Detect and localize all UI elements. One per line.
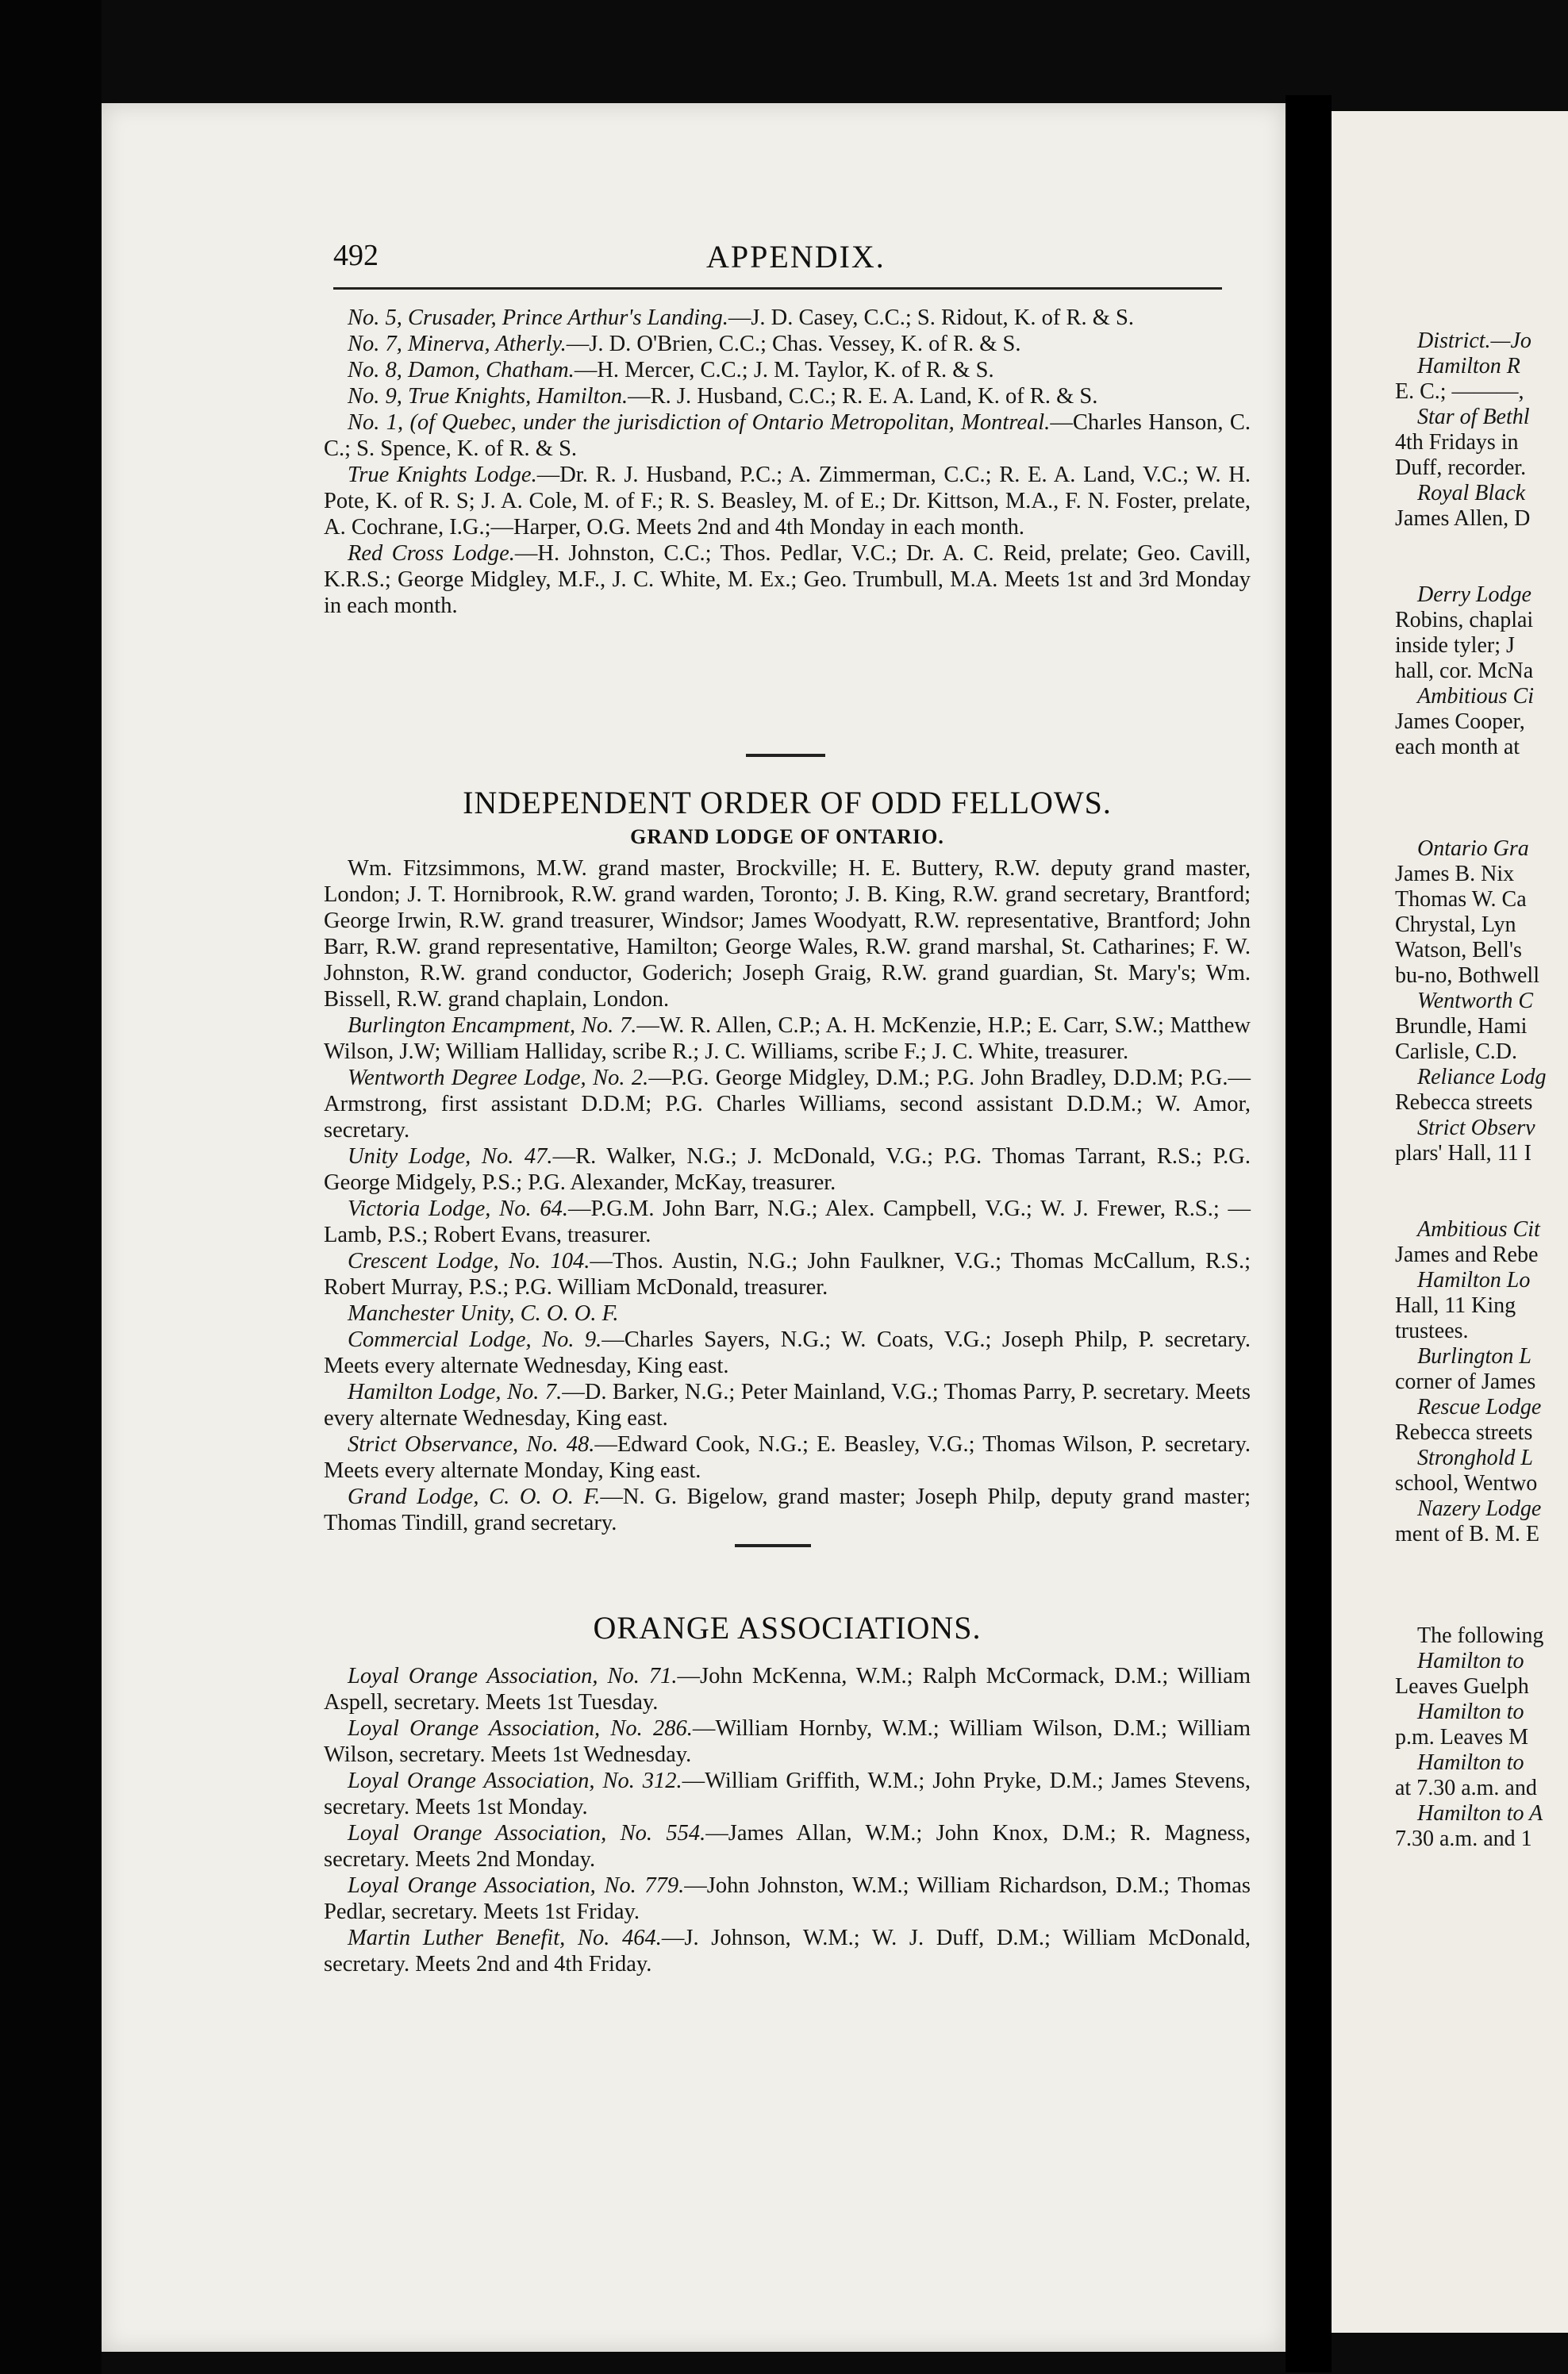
right-page-line: Hamilton to — [1417, 1700, 1524, 1724]
entry-paragraph — [324, 1768, 1251, 1820]
right-page-line: corner of James — [1395, 1369, 1536, 1394]
entry-text: —W. R. Allen, C.P.; A. H. McKenzie, H.P.; E. Carr, S.W.; Matthew Wilson, J.W; William Halliday, scribe R.; J. C. Williams, scribe F.; J. C. White, treasurer. — [324, 1013, 1251, 1064]
entry-text: —H. Mercer, C.C.; J. M. Taylor, K. of R. & S. — [574, 358, 994, 382]
page-number: 492 — [333, 239, 379, 272]
entry-text: —R. Walker, N.G.; J. McDonald, V.G.; P.G. Thomas Tarrant, R.S.; P.G. George Midgely, P.S.; P.G. Alexander, McKay, treasurer. — [324, 1144, 1251, 1195]
right-page-line: Chrystal, Lyn — [1395, 912, 1516, 937]
entry-name: No. 1, (of Quebec, under the jurisdiction of Ontario Metropolitan, Montreal. — [348, 410, 1051, 435]
entry-paragraph — [324, 1379, 1251, 1431]
oddfellows-title: INDEPENDENT ORDER OF ODD FELLOWS. — [463, 785, 1112, 820]
entry-name: Loyal Orange Association, No. 779. — [348, 1873, 685, 1898]
right-page-line: Ambitious Cit — [1417, 1217, 1540, 1242]
right-page-line: James Allen, D — [1395, 506, 1531, 531]
entry-paragraph — [324, 1663, 1251, 1715]
right-page-line: James and Rebe — [1395, 1243, 1539, 1267]
entry-paragraph — [324, 1248, 1251, 1300]
entry-text: —James Allan, W.M.; John Knox, D.M.; R. Magness, secretary. Meets 2nd Monday. — [324, 1821, 1251, 1872]
entry-name: No. 7, Minerva, Atherly. — [348, 332, 567, 356]
right-page-line: Rescue Lodge — [1417, 1395, 1542, 1419]
right-page-line: E. C.; ———, — [1395, 379, 1524, 404]
entry-name: Victoria Lodge, No. 64. — [348, 1197, 568, 1221]
right-page-line: Wentworth C — [1417, 989, 1533, 1013]
right-page-line: The following — [1417, 1623, 1544, 1648]
entry-text: —R. J. Husband, C.C.; R. E. A. Land, K. of R. & S. — [628, 384, 1098, 409]
entry-text: —Thos. Austin, N.G.; John Faulkner, V.G.; Thomas McCallum, R.S.; Robert Murray, P.S.; P.G. William McDonald, treasurer. — [324, 1249, 1251, 1300]
entry-paragraph — [324, 331, 1251, 357]
entry-paragraph — [324, 383, 1251, 409]
entry-paragraph — [324, 1327, 1251, 1379]
right-page-line — [1395, 786, 1568, 811]
right-page-line: Duff, recorder. — [1395, 455, 1527, 480]
right-page-line: Robins, chaplai — [1395, 608, 1534, 632]
entry-name: Strict Observance, No. 48. — [348, 1432, 595, 1457]
right-page-line — [1395, 1166, 1568, 1192]
entry-text: —Edward Cook, N.G.; E. Beasley, V.G.; Thomas Wilson, P. secretary. Meets every alternate Monday, King east. — [324, 1432, 1251, 1483]
header-rule — [333, 287, 1222, 290]
right-page-line: 4th Fridays in — [1395, 430, 1519, 455]
right-page-line: at 7.30 a.m. and — [1395, 1776, 1537, 1800]
entry-paragraph — [324, 1300, 1251, 1327]
entry-name: Commercial Lodge, No. 9. — [348, 1327, 602, 1352]
entry-text: Wm. Fitzsimmons, M.W. grand master, Brockville; H. E. Buttery, R.W. deputy grand master, London; J. T. Hornibrook, R.W. grand warden, Toronto; J. B. King, R.W. grand secretary, Brantford; George Irwin, R.W. grand treasurer, Windsor; James Woodyatt, R.W. representative, Brantford; John Barr, R.W. grand representative, Hamilton; George Wales, R.W. grand marshal, St. Catharines; F. W. Johnston, R.W. grand conductor, Goderich; Joseph Graig, R.W. grand guardian, St. Mary's; Wm. Bissell, R.W. grand chaplain, London. — [324, 856, 1251, 1012]
entry-text: —J. D. O'Brien, C.C.; Chas. Vessey, K. of R. & S. — [566, 332, 1021, 356]
entry-paragraph — [324, 540, 1251, 619]
entry-paragraph — [324, 855, 1251, 1012]
entry-paragraph — [324, 1715, 1251, 1768]
right-page-line — [1395, 557, 1568, 582]
right-page-line: Thomas W. Ca — [1395, 887, 1527, 912]
right-page-line: Derry Lodge — [1417, 582, 1531, 607]
entry-paragraph — [324, 462, 1251, 540]
right-page-line — [1395, 1192, 1568, 1217]
entry-name: No. 5, Crusader, Prince Arthur's Landing. — [348, 305, 728, 330]
oddfellows-subtitle: GRAND LODGE OF ONTARIO. — [630, 825, 944, 848]
entry-name: No. 9, True Knights, Hamilton. — [348, 384, 628, 409]
entry-paragraph — [324, 1012, 1251, 1065]
right-page-line: Rebecca streets — [1395, 1420, 1533, 1445]
book-gutter — [1286, 95, 1332, 2372]
entry-name: Martin Luther Benefit, No. 464. — [348, 1926, 662, 1950]
right-page-line: ment of B. M. E — [1395, 1522, 1539, 1546]
right-page-line: James B. Nix — [1395, 862, 1515, 886]
entry-text: —Dr. R. J. Husband, P.C.; A. Zimmerman, C.C.; R. E. A. Land, V.C.; W. H. Pote, K. of R. S; J. A. Cole, M. of F.; R. S. Beasley, M. of E.; Dr. Kittson, M.A., F. N. Foster, prelate, A. Cochrane, I.G.;—Harper, O.G. Meets 2nd and 4th Monday in each month. — [324, 463, 1251, 540]
entry-name: Manchester Unity, C. O. O. F. — [348, 1301, 619, 1326]
right-page-line: Royal Black — [1417, 481, 1526, 505]
right-page-line: Hamilton R — [1417, 354, 1520, 378]
entry-text: —John Johnston, W.M.; William Richardson, D.M.; Thomas Pedlar, secretary. Meets 1st Friday. — [324, 1873, 1251, 1924]
right-page-line: bu-no, Bothwell — [1395, 963, 1539, 988]
entry-name: Loyal Orange Association, No. 312. — [348, 1769, 682, 1793]
right-page-text — [1395, 328, 1568, 1852]
entry-name: Grand Lodge, C. O. O. F. — [348, 1485, 601, 1509]
section-divider — [746, 754, 825, 757]
orange-title: ORANGE ASSOCIATIONS. — [593, 1610, 982, 1646]
entry-paragraph — [324, 305, 1251, 331]
entry-paragraph — [324, 1820, 1251, 1873]
entry-paragraph — [324, 1484, 1251, 1536]
entry-name: Hamilton Lodge, No. 7. — [348, 1380, 563, 1404]
right-page-line: Leaves Guelph — [1395, 1674, 1529, 1699]
right-page-line: plars' Hall, 11 I — [1395, 1141, 1531, 1166]
right-page-line — [1395, 1573, 1568, 1598]
right-page-line: p.m. Leaves M — [1395, 1725, 1528, 1750]
entry-name: Crescent Lodge, No. 104. — [348, 1249, 590, 1273]
entry-name: True Knights Lodge. — [348, 463, 537, 487]
entry-text: —J. D. Casey, C.C.; S. Ridout, K. of R. & S. — [728, 305, 1135, 330]
book-edge-shadow — [0, 0, 102, 2374]
right-page-line — [1395, 811, 1568, 836]
entry-text: —N. G. Bigelow, grand master; Joseph Philp, deputy grand master; Thomas Tindill, grand secretary. — [324, 1485, 1251, 1535]
entry-text: —Charles Hanson, C. C.; S. Spence, K. of R. & S. — [324, 410, 1251, 461]
entry-text: —William Griffith, W.M.; John Pryke, D.M.; James Stevens, secretary. Meets 1st Monday. — [324, 1769, 1251, 1819]
right-page-line: Star of Bethl — [1417, 405, 1530, 429]
right-page-line: 7.30 a.m. and 1 — [1395, 1827, 1532, 1851]
entry-paragraph — [324, 1143, 1251, 1196]
entry-paragraph — [324, 1873, 1251, 1925]
right-page-line: hall, cor. McNa — [1395, 659, 1534, 683]
running-header — [333, 238, 1246, 286]
right-page-line: Hamilton Lo — [1417, 1268, 1531, 1293]
entry-paragraph — [324, 409, 1251, 462]
right-page-line: each month at — [1395, 735, 1520, 759]
entry-name: Unity Lodge, No. 47. — [348, 1144, 553, 1169]
entry-text: —J. Johnson, W.M.; W. J. Duff, D.M.; William McDonald, secretary. Meets 2nd and 4th Friday. — [324, 1926, 1251, 1976]
right-page-line: Rebecca streets — [1395, 1090, 1533, 1115]
entry-text: —Charles Sayers, N.G.; W. Coats, V.G.; Joseph Philp, P. secretary. Meets every alternate Wednesday, King east. — [324, 1327, 1251, 1378]
right-page-line: Reliance Lodg — [1417, 1065, 1547, 1089]
entry-text: —P.G.M. John Barr, N.G.; Alex. Campbell, V.G.; W. J. Frewer, R.S.; — Lamb, P.S.; Robert Evans, treasurer. — [324, 1197, 1251, 1247]
right-page-line: Hall, 11 King — [1395, 1293, 1516, 1318]
right-page-line: James Cooper, — [1395, 709, 1525, 734]
entry-name: No. 8, Damon, Chatham. — [348, 358, 575, 382]
right-page-line: Hamilton to — [1417, 1649, 1524, 1673]
entry-name: Wentworth Degree Lodge, No. 2. — [348, 1066, 649, 1090]
right-page-line — [1395, 1598, 1568, 1623]
right-page-line: Watson, Bell's — [1395, 938, 1522, 962]
entry-paragraph — [324, 1065, 1251, 1143]
entry-name: Loyal Orange Association, No. 286. — [348, 1716, 693, 1741]
right-page-line: Carlisle, C.D. — [1395, 1039, 1517, 1064]
entry-text: —H. Johnston, C.C.; Thos. Pedlar, V.C.; Dr. A. C. Reid, prelate; Geo. Cavill, K.R.S.; George Midgley, M.F., J. C. White, M. Ex.; Geo. Trumbull, M.A. Meets 1st and 3rd Monday in each month. — [324, 541, 1251, 618]
right-page-line: school, Wentwo — [1395, 1471, 1538, 1496]
section-divider — [735, 1544, 811, 1547]
right-page-line: inside tyler; J — [1395, 633, 1515, 658]
entry-paragraph — [324, 1431, 1251, 1484]
right-page-line — [1395, 1547, 1568, 1573]
entry-name: Loyal Orange Association, No. 71. — [348, 1664, 678, 1688]
right-page-line: Hamilton to A — [1417, 1801, 1543, 1826]
entry-name: Red Cross Lodge. — [348, 541, 515, 566]
right-page-line: District.—Jo — [1417, 328, 1531, 353]
entry-paragraph — [324, 357, 1251, 383]
right-page-line: Nazery Lodge — [1417, 1496, 1542, 1521]
right-page-line: Stronghold L — [1417, 1446, 1533, 1470]
entry-text: —William Hornby, W.M.; William Wilson, D.M.; William Wilson, secretary. Meets 1st Wednesday. — [324, 1716, 1251, 1767]
right-page-line: Hamilton to — [1417, 1750, 1524, 1775]
right-page-line: Burlington L — [1417, 1344, 1531, 1369]
running-head-title: APPENDIX. — [706, 239, 886, 275]
orange-section — [324, 1663, 1251, 1977]
knights-section — [324, 305, 1251, 619]
entry-text: —P.G. George Midgley, D.M.; P.G. John Bradley, D.D.M; P.G.—Armstrong, first assistant D.D.M; P.G. Charles Williams, second assistant D.D.M.; W. Amor, secretary. — [324, 1066, 1251, 1143]
entry-name: Loyal Orange Association, No. 554. — [348, 1821, 706, 1846]
right-page-line: Ambitious Ci — [1417, 684, 1535, 709]
right-page-line: Ontario Gra — [1417, 836, 1529, 861]
entry-text: —John McKenna, W.M.; Ralph McCormack, D.M.; William Aspell, secretary. Meets 1st Tuesday. — [324, 1664, 1251, 1715]
entry-text: —D. Barker, N.G.; Peter Mainland, V.G.; Thomas Parry, P. secretary. Meets every alternate Wednesday, King east. — [324, 1380, 1251, 1431]
entry-paragraph — [324, 1925, 1251, 1977]
right-page-line: Brundle, Hami — [1395, 1014, 1528, 1039]
entry-paragraph — [324, 1196, 1251, 1248]
right-page-line — [1395, 532, 1568, 557]
right-page-line: Strict Observ — [1417, 1116, 1535, 1140]
right-page-line: trustees. — [1395, 1319, 1469, 1343]
entry-name: Burlington Encampment, No. 7. — [348, 1013, 637, 1038]
oddfellows-section — [324, 855, 1251, 1536]
right-page-line — [1395, 760, 1568, 786]
